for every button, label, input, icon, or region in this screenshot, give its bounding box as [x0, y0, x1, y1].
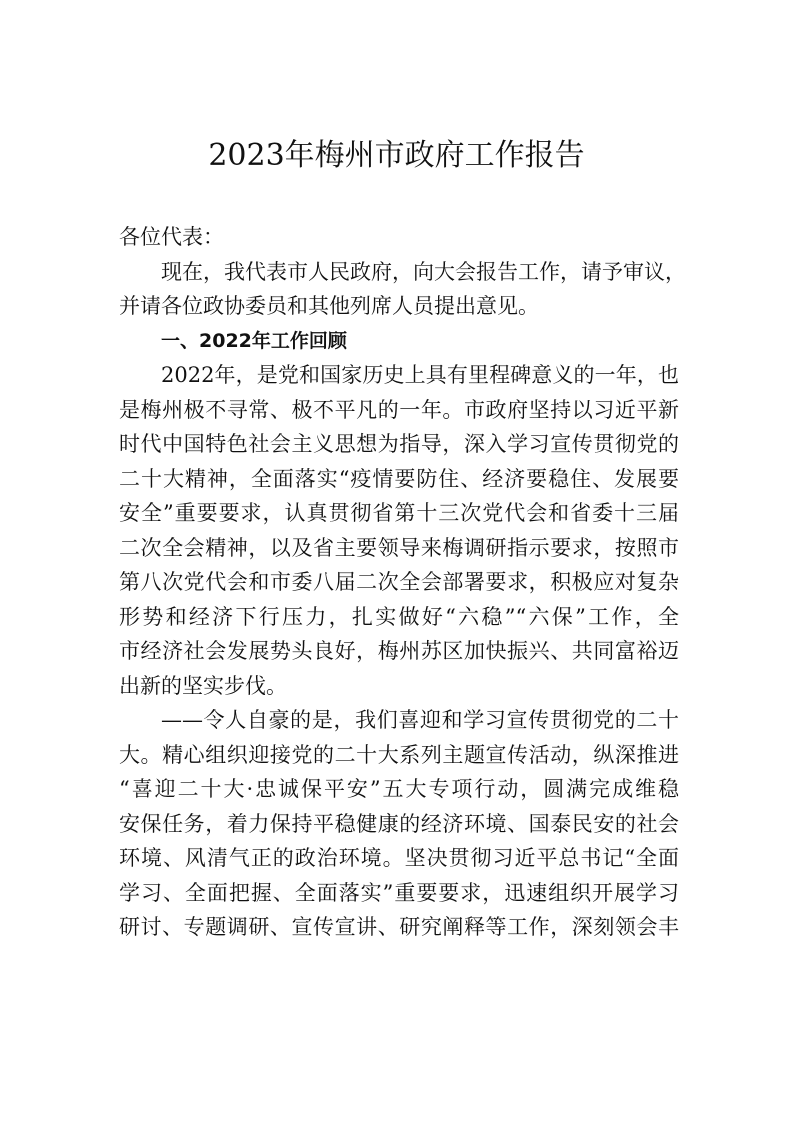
document-body [119, 220, 686, 945]
paragraph-line: 2022年，是党和国家历史上具有里程碑意义的一年，也 [161, 363, 679, 387]
paragraph-line: 安保任务，着力保持平稳健康的经济环境、国泰民安的社会 [119, 811, 679, 836]
paragraph-line: 研讨、专题调研、宣传宣讲、研究阐释等工作，深刻领会丰 [119, 915, 679, 939]
salutation: 各位代表： [119, 225, 224, 249]
paragraph-line: 第八次党代会和市委八届二次全会部署要求，积极应对复杂 [119, 570, 679, 594]
paragraph-line: 出新的坚实步伐。 [119, 673, 287, 698]
paragraph-line: 时代中国特色社会主义思想为指导，深入学习宣传贯彻党的 [119, 432, 679, 456]
paragraph-line: 安全”重要要求，认真贯彻省第十三次党代会和省委十三届 [119, 501, 679, 525]
paragraph-line: 学习、全面把握、全面落实”重要要求，迅速组织开展学习 [119, 880, 679, 905]
paragraph-line: ——令人自豪的是，我们喜迎和学习宣传贯彻党的二十 [161, 708, 679, 732]
paragraph-line: “喜迎二十大·忠诚保平安”五大专项行动，圆满完成维稳 [119, 777, 679, 801]
paragraph-line: 形势和经济下行压力，扎实做好“六稳”“六保”工作，全 [119, 604, 679, 629]
paragraph-line: 二次全会精神，以及省主要领导来梅调研指示要求，按照市 [119, 535, 679, 560]
document-title: 2023年梅州市政府工作报告 [208, 138, 585, 173]
intro-line: 并请各位政协委员和其他列席人员提出意见。 [119, 294, 539, 318]
paragraph-line: 二十大精神，全面落实“疫情要防住、经济要稳住、发展要 [119, 466, 679, 491]
paragraph-line: 是梅州极不寻常、极不平凡的一年。市政府坚持以习近平新 [119, 397, 679, 422]
intro-line: 现在，我代表市人民政府，向大会报告工作，请予审议， [161, 259, 686, 284]
paragraph-line: 大。精心组织迎接党的二十大系列主题宣传活动，纵深推进 [119, 742, 679, 767]
section-heading: 一、2022年工作回顾 [161, 329, 347, 352]
paragraph-line: 市经济社会发展势头良好，梅州苏区加快振兴、共同富裕迈 [119, 639, 679, 663]
paragraph-line: 环境、风清气正的政治环境。坚决贯彻习近平总书记“全面 [119, 846, 679, 870]
